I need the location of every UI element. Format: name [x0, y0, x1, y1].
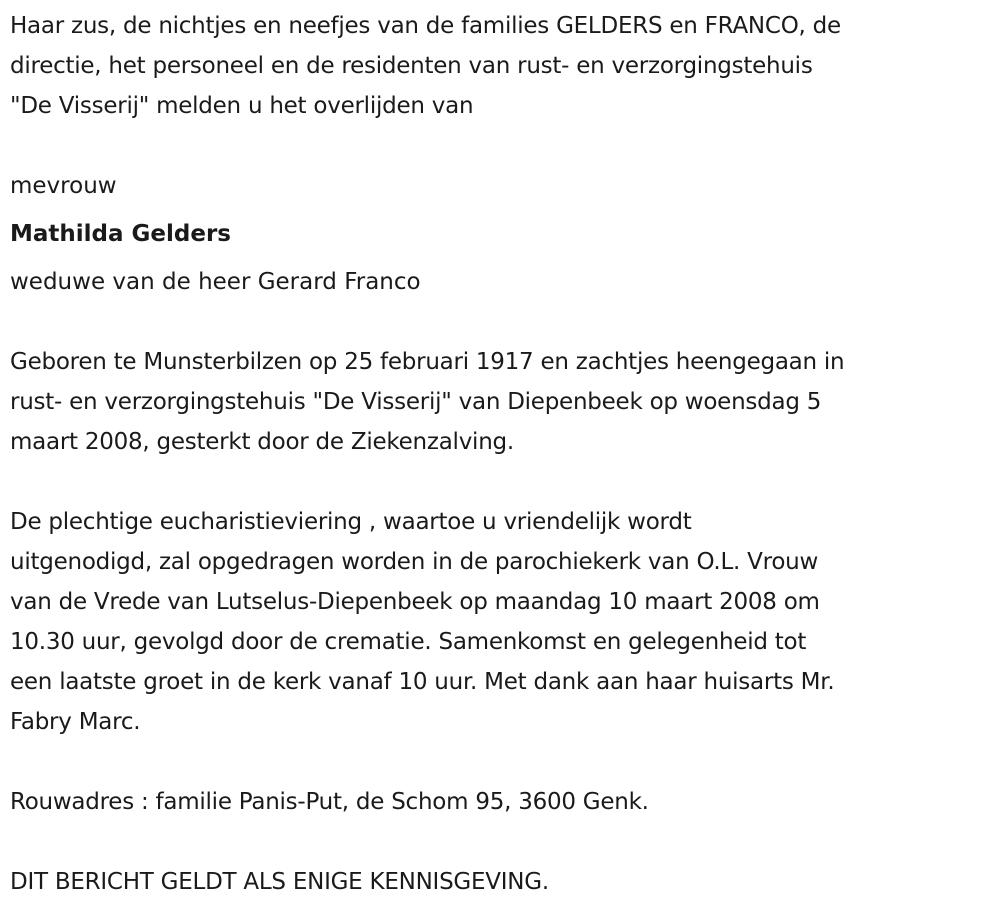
salutation: mevrouw	[10, 173, 117, 199]
spacer	[10, 302, 995, 342]
intro-paragraph: Haar zus, de nichtjes en neefjes van de families GELDERS en FRANCO, de directie, het personeel en de residenten van rust- en verzorgingstehuis "De Visserij" melden u het overlijden van	[10, 13, 841, 119]
ceremony-paragraph: De plechtige eucharistieviering , waartoe u vriendelijk wordt uitgenodigd, zal opgedragen worden in de parochiekerk van O.L. Vrouw van de Vrede van Lutselus-Diepenbeek op maandag 10 maart 2008 om 10.30 uur, gevolgd door de crematie. Samenkomst en gelegenheid tot een laatste groet in de kerk vanaf 10 uur. Met dank aan haar huisarts Mr. Fabry Marc.	[10, 509, 835, 735]
spacer	[10, 462, 995, 502]
deceased-name: Mathilda Gelders	[10, 221, 231, 247]
mourning-address: Rouwadres : familie Panis-Put, de Schom 95, 3600 Genk.	[10, 789, 649, 815]
spacer	[10, 822, 995, 862]
spacer	[10, 742, 995, 782]
closing-statement: DIT BERICHT GELDT ALS ENIGE KENNISGEVING.	[10, 869, 549, 895]
spacer	[10, 126, 995, 166]
widow-of-line: weduwe van de heer Gerard Franco	[10, 269, 421, 295]
birth-death-paragraph: Geboren te Munsterbilzen op 25 februari 1917 en zachtjes heengegaan in rust- en verzorgingstehuis "De Visserij" van Diepenbeek op woensdag 5 maart 2008, gesterkt door de Ziekenzalving.	[10, 349, 845, 455]
death-notice	[10, 6, 995, 902]
